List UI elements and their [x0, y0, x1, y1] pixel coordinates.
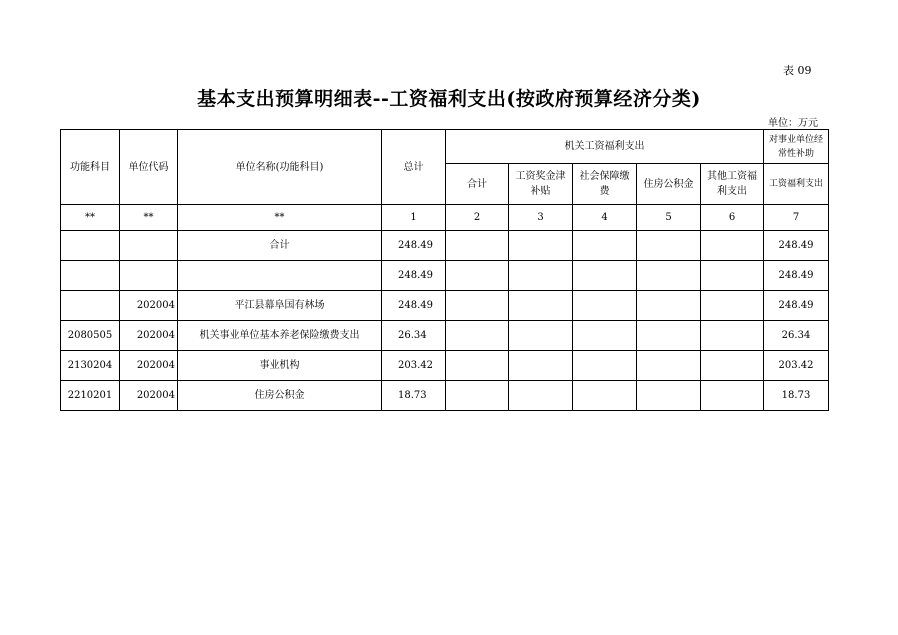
social-cell — [573, 351, 637, 381]
unit-name-cell: 合计 — [178, 231, 382, 261]
header-org-group: 机关工资福利支出 — [446, 130, 764, 164]
total-cell: 203.42 — [382, 351, 446, 381]
other-cell — [701, 231, 764, 261]
header-total: 总计 — [382, 130, 446, 205]
sub-total-cell — [446, 291, 509, 321]
subsidy-cell: 26.34 — [764, 321, 829, 351]
social-cell — [573, 231, 637, 261]
total-cell: 18.73 — [382, 381, 446, 411]
table-row — [61, 321, 829, 351]
unit-name-cell — [178, 261, 382, 291]
table-row — [61, 261, 829, 291]
header-housing: 住房公积金 — [637, 164, 701, 205]
unit-code-cell — [120, 261, 178, 291]
unit-name-cell: 事业机构 — [178, 351, 382, 381]
budget-table — [60, 129, 829, 411]
table-row — [61, 231, 829, 261]
index-row — [61, 205, 829, 231]
sub-total-cell — [446, 321, 509, 351]
index-cell: 7 — [764, 205, 829, 231]
subsidy-cell: 203.42 — [764, 351, 829, 381]
housing-cell — [637, 381, 701, 411]
social-cell — [573, 381, 637, 411]
bonus-cell — [509, 291, 573, 321]
table-row — [61, 291, 829, 321]
index-cell: 6 — [701, 205, 764, 231]
bonus-cell — [509, 351, 573, 381]
index-cell: ** — [120, 205, 178, 231]
social-cell — [573, 321, 637, 351]
table-row — [61, 381, 829, 411]
sub-total-cell — [446, 351, 509, 381]
sub-total-cell — [446, 231, 509, 261]
func-code-cell — [61, 261, 120, 291]
index-cell: 4 — [573, 205, 637, 231]
header-other: 其他工资福利支出 — [701, 164, 764, 205]
total-cell: 26.34 — [382, 321, 446, 351]
subsidy-cell: 248.49 — [764, 231, 829, 261]
other-cell — [701, 381, 764, 411]
other-cell — [701, 261, 764, 291]
table-row — [61, 351, 829, 381]
func-code-cell: 2080505 — [61, 321, 120, 351]
total-cell: 248.49 — [382, 231, 446, 261]
unit-name-cell: 平江县幕阜国有林场 — [178, 291, 382, 321]
other-cell — [701, 321, 764, 351]
bonus-cell — [509, 231, 573, 261]
unit-label: 单位：万元 — [768, 118, 818, 129]
sub-total-cell — [446, 261, 509, 291]
index-cell: 5 — [637, 205, 701, 231]
func-code-cell — [61, 291, 120, 321]
unit-code-cell: 202004 — [120, 321, 178, 351]
housing-cell — [637, 351, 701, 381]
subsidy-cell: 18.73 — [764, 381, 829, 411]
header-row-1 — [61, 130, 829, 164]
subsidy-cell: 248.49 — [764, 291, 829, 321]
index-cell: 1 — [382, 205, 446, 231]
social-cell — [573, 291, 637, 321]
housing-cell — [637, 231, 701, 261]
header-func-code: 功能科目 — [61, 130, 120, 205]
index-cell: 3 — [509, 205, 573, 231]
header-unit-name: 单位名称(功能科目) — [178, 130, 382, 205]
total-cell: 248.49 — [382, 291, 446, 321]
header-subsidy-col: 工资福利支出 — [764, 164, 829, 205]
index-cell: ** — [61, 205, 120, 231]
total-cell: 248.49 — [382, 261, 446, 291]
index-cell: ** — [178, 205, 382, 231]
index-cell: 2 — [446, 205, 509, 231]
unit-name-cell: 住房公积金 — [178, 381, 382, 411]
func-code-cell: 2130204 — [61, 351, 120, 381]
unit-code-cell: 202004 — [120, 381, 178, 411]
bonus-cell — [509, 261, 573, 291]
func-code-cell — [61, 231, 120, 261]
housing-cell — [637, 261, 701, 291]
header-social: 社会保障缴费 — [573, 164, 637, 205]
page-title: 基本支出预算明细表--工资福利支出(按政府预算经济分类) — [197, 88, 701, 110]
other-cell — [701, 351, 764, 381]
header-unit-code: 单位代码 — [120, 130, 178, 205]
housing-cell — [637, 321, 701, 351]
subsidy-cell: 248.49 — [764, 261, 829, 291]
bonus-cell — [509, 381, 573, 411]
housing-cell — [637, 291, 701, 321]
func-code-cell: 2210201 — [61, 381, 120, 411]
sub-total-cell — [446, 381, 509, 411]
header-sub-total: 合计 — [446, 164, 509, 205]
unit-code-cell — [120, 231, 178, 261]
unit-code-cell: 202004 — [120, 351, 178, 381]
social-cell — [573, 261, 637, 291]
unit-name-cell: 机关事业单位基本养老保险缴费支出 — [178, 321, 382, 351]
header-bonus: 工资奖金津补贴 — [509, 164, 573, 205]
unit-code-cell: 202004 — [120, 291, 178, 321]
other-cell — [701, 291, 764, 321]
header-subsidy-group: 对事业单位经常性补助 — [764, 130, 829, 164]
bonus-cell — [509, 321, 573, 351]
table-number: 表 09 — [783, 64, 812, 77]
